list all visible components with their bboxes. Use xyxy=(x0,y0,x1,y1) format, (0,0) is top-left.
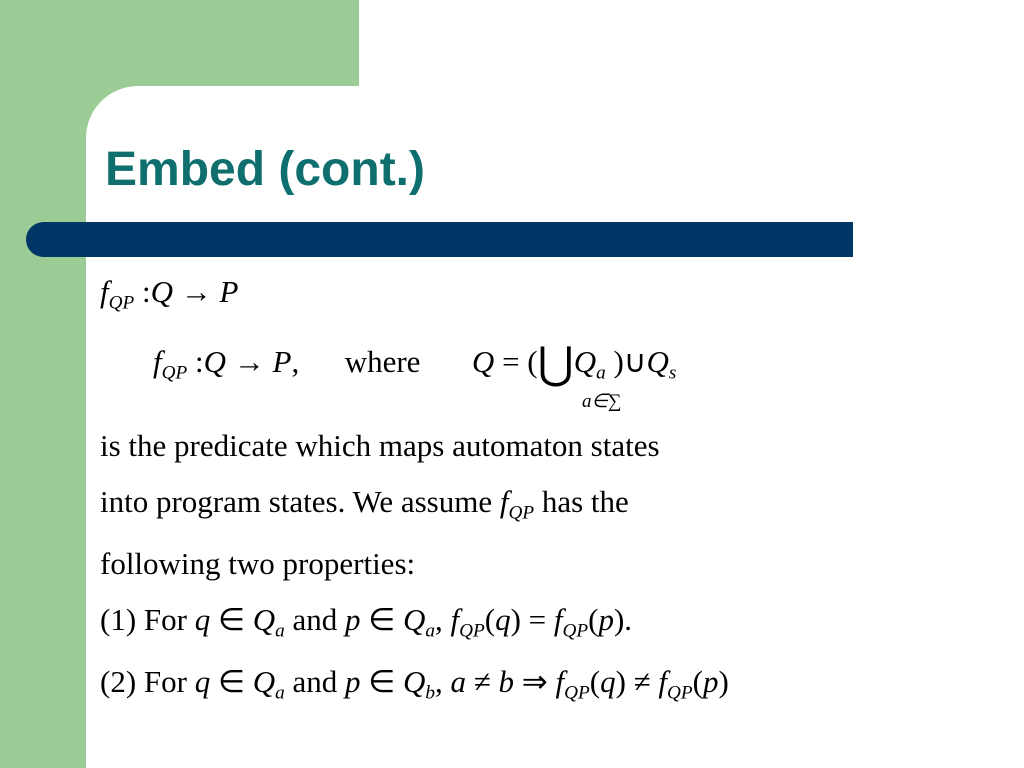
green-top-band xyxy=(86,0,359,86)
formula-definition: $f_{QP}$ :Q → P xyxy=(100,274,239,314)
text-line-1: is the predicate which maps automaton states xyxy=(100,428,660,463)
where-word: where xyxy=(344,344,421,379)
property-2: (2) For q ∈ $Q_a$ and p ∈ $Q_b$, a ≠ b ⇒ $f_{QP}(q) \ne f_{QP}(p)$ xyxy=(100,664,729,704)
property-1: (1) For q ∈ $Q_a$ and p ∈ $Q_a$, $f_{QP}(q) = f_{QP}(p)$. xyxy=(100,602,633,642)
big-union-symbol: ⋃ xyxy=(537,339,574,388)
slide-title: Embed (cont.) xyxy=(105,143,425,196)
union-index: a∈∑ xyxy=(582,391,622,412)
title-underline-bar xyxy=(26,222,853,257)
green-side-band xyxy=(0,0,86,768)
formula-with-where: $f_{QP}$ :Q → P, where $Q = (⋃Q_a$ )$\cup Q_s$ xyxy=(153,339,677,388)
text-line-3: following two properties: xyxy=(100,546,416,581)
text-line-2: into program states. We assume $f_{QP}$ has the xyxy=(100,484,629,524)
